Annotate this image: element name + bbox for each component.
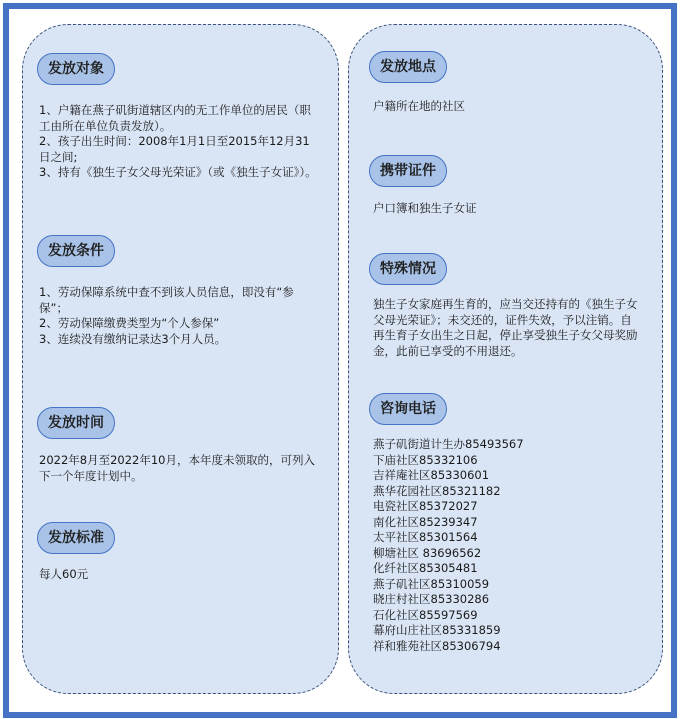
left-panel bbox=[22, 24, 339, 694]
phone-item: 南化社区85239347 bbox=[373, 514, 478, 529]
standard-text: 每人60元 bbox=[39, 567, 89, 581]
documents-heading: 携带证件 bbox=[369, 155, 447, 187]
phone-item: 柳塘社区 83696562 bbox=[373, 545, 482, 560]
phone-item: 燕子矶街道计生办85493567 bbox=[373, 437, 524, 451]
poster-frame bbox=[3, 3, 677, 718]
location-heading: 发放地点 bbox=[369, 51, 447, 83]
recipients-line-1: 1、户籍在燕子矶街道辖区内的无工作单位的居民（职工由所在单位负责发放）。 bbox=[39, 103, 311, 133]
recipients-line-3: 3、持有《独生子女父母光荣证》（或《独生子女证》）。 bbox=[39, 165, 317, 179]
documents-text: 户口簿和独生子女证 bbox=[373, 201, 477, 215]
phone-item: 祥和雅苑社区85306794 bbox=[373, 638, 501, 653]
recipients-heading: 发放对象 bbox=[37, 53, 115, 85]
right-panel bbox=[348, 24, 663, 694]
conditions-heading: 发放条件 bbox=[37, 235, 115, 267]
phone-item: 电瓷社区85372027 bbox=[373, 499, 478, 513]
phones-list bbox=[373, 437, 643, 654]
phones-heading: 咨询电话 bbox=[369, 393, 447, 425]
special-heading: 特殊情况 bbox=[369, 253, 447, 285]
phone-item: 石化社区85597569 bbox=[373, 607, 478, 622]
time-heading: 发放时间 bbox=[37, 407, 115, 439]
location-text: 户籍所在地的社区 bbox=[373, 99, 465, 113]
phone-item: 化纤社区85305481 bbox=[373, 561, 478, 575]
special-text: 独生子女家庭再生育的，应当交还持有的《独生子女父母光荣证》；未交还的，证件失效，予以注销。自再生育子女出生之日起，停止享受独生子女父母奖励金，此前已享受的不用退还。 bbox=[373, 297, 638, 358]
phone-item: 吉祥庵社区85330601 bbox=[373, 468, 490, 482]
time-text: 2022年8月至2022年10月，本年度未领取的，可列入下一个年度计划中。 bbox=[39, 453, 315, 483]
phone-item: 下庙社区85332106 bbox=[373, 452, 478, 467]
standard-heading: 发放标准 bbox=[37, 522, 115, 554]
conditions-text bbox=[39, 285, 319, 347]
phone-item: 晓庄村社区85330286 bbox=[373, 592, 490, 606]
conditions-line-1: 1、劳动保障系统中查不到该人员信息，即没有“参保”； bbox=[39, 285, 294, 315]
phone-item: 燕华花园社区85321182 bbox=[373, 483, 501, 498]
conditions-line-3: 3、连续没有缴纳记录达3个月人员。 bbox=[39, 331, 227, 346]
recipients-line-2: 2、孩子出生时间：2008年1月1日至2015年12月31日之间; bbox=[39, 134, 310, 164]
phone-item: 太平社区85301564 bbox=[373, 530, 478, 544]
phone-item: 燕子矶社区85310059 bbox=[373, 576, 490, 591]
phone-item: 幕府山庄社区85331859 bbox=[373, 623, 501, 637]
recipients-text bbox=[39, 103, 319, 181]
conditions-line-2: 2、劳动保障缴费类型为“个人参保” bbox=[39, 316, 220, 330]
